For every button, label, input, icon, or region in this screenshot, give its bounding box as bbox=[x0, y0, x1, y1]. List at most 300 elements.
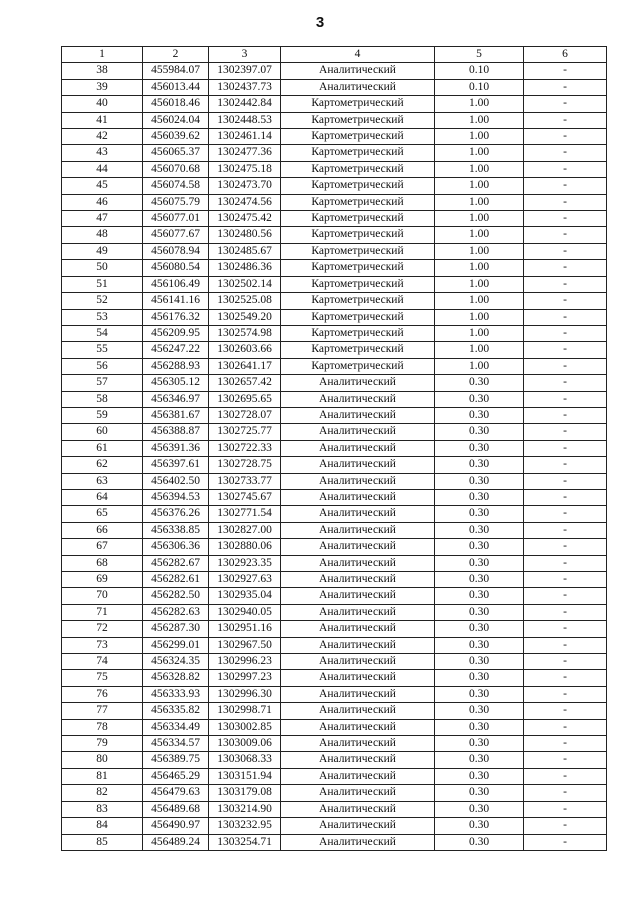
note-cell: - bbox=[524, 473, 607, 489]
method-cell: Картометрический bbox=[281, 293, 435, 309]
point-number-cell: 85 bbox=[62, 834, 143, 850]
table-row bbox=[62, 736, 607, 752]
y-coordinate-cell: 1302525.08 bbox=[209, 293, 281, 309]
note-cell: - bbox=[524, 506, 607, 522]
table-row bbox=[62, 539, 607, 555]
accuracy-cell: 1.00 bbox=[435, 96, 524, 112]
accuracy-cell: 1.00 bbox=[435, 260, 524, 276]
x-coordinate-cell: 456465.29 bbox=[143, 768, 209, 784]
x-coordinate-cell: 456282.61 bbox=[143, 572, 209, 588]
note-cell: - bbox=[524, 801, 607, 817]
y-coordinate-cell: 1302657.42 bbox=[209, 375, 281, 391]
y-coordinate-cell: 1302997.23 bbox=[209, 670, 281, 686]
y-coordinate-cell: 1302733.77 bbox=[209, 473, 281, 489]
y-coordinate-cell: 1303232.95 bbox=[209, 818, 281, 834]
method-cell: Аналитический bbox=[281, 457, 435, 473]
point-number-cell: 79 bbox=[62, 736, 143, 752]
accuracy-cell: 0.30 bbox=[435, 489, 524, 505]
note-cell: - bbox=[524, 440, 607, 456]
table-row bbox=[62, 440, 607, 456]
y-coordinate-cell: 1302475.18 bbox=[209, 161, 281, 177]
table-row bbox=[62, 194, 607, 210]
table-row bbox=[62, 834, 607, 850]
table-row bbox=[62, 785, 607, 801]
method-cell: Аналитический bbox=[281, 391, 435, 407]
point-number-cell: 48 bbox=[62, 227, 143, 243]
x-coordinate-cell: 456389.75 bbox=[143, 752, 209, 768]
column-header-2: 2 bbox=[143, 47, 209, 63]
y-coordinate-cell: 1302923.35 bbox=[209, 555, 281, 571]
x-coordinate-cell: 456282.67 bbox=[143, 555, 209, 571]
y-coordinate-cell: 1302827.00 bbox=[209, 522, 281, 538]
note-cell: - bbox=[524, 555, 607, 571]
point-number-cell: 46 bbox=[62, 194, 143, 210]
table-row bbox=[62, 752, 607, 768]
note-cell: - bbox=[524, 358, 607, 374]
point-number-cell: 58 bbox=[62, 391, 143, 407]
table-row bbox=[62, 572, 607, 588]
accuracy-cell: 0.30 bbox=[435, 440, 524, 456]
table-header bbox=[62, 47, 607, 63]
table-row bbox=[62, 489, 607, 505]
table-row bbox=[62, 637, 607, 653]
accuracy-cell: 0.30 bbox=[435, 473, 524, 489]
y-coordinate-cell: 1302998.71 bbox=[209, 703, 281, 719]
point-number-cell: 39 bbox=[62, 79, 143, 95]
column-header-5: 5 bbox=[435, 47, 524, 63]
accuracy-cell: 1.00 bbox=[435, 342, 524, 358]
x-coordinate-cell: 456346.97 bbox=[143, 391, 209, 407]
point-number-cell: 47 bbox=[62, 211, 143, 227]
accuracy-cell: 1.00 bbox=[435, 243, 524, 259]
x-coordinate-cell: 456333.93 bbox=[143, 686, 209, 702]
point-number-cell: 65 bbox=[62, 506, 143, 522]
method-cell: Картометрический bbox=[281, 211, 435, 227]
method-cell: Картометрический bbox=[281, 96, 435, 112]
x-coordinate-cell: 456490.97 bbox=[143, 818, 209, 834]
x-coordinate-cell: 456288.93 bbox=[143, 358, 209, 374]
x-coordinate-cell: 456376.26 bbox=[143, 506, 209, 522]
method-cell: Аналитический bbox=[281, 473, 435, 489]
point-number-cell: 50 bbox=[62, 260, 143, 276]
x-coordinate-cell: 456287.30 bbox=[143, 621, 209, 637]
accuracy-cell: 0.30 bbox=[435, 801, 524, 817]
point-number-cell: 80 bbox=[62, 752, 143, 768]
x-coordinate-cell: 456039.62 bbox=[143, 129, 209, 145]
point-number-cell: 51 bbox=[62, 276, 143, 292]
point-number-cell: 64 bbox=[62, 489, 143, 505]
point-number-cell: 38 bbox=[62, 63, 143, 79]
method-cell: Аналитический bbox=[281, 654, 435, 670]
y-coordinate-cell: 1302549.20 bbox=[209, 309, 281, 325]
table-row bbox=[62, 178, 607, 194]
accuracy-cell: 0.30 bbox=[435, 506, 524, 522]
method-cell: Аналитический bbox=[281, 818, 435, 834]
accuracy-cell: 0.30 bbox=[435, 621, 524, 637]
note-cell: - bbox=[524, 243, 607, 259]
table-row bbox=[62, 309, 607, 325]
coordinates-table bbox=[61, 46, 607, 851]
accuracy-cell: 0.30 bbox=[435, 686, 524, 702]
x-coordinate-cell: 456306.36 bbox=[143, 539, 209, 555]
point-number-cell: 53 bbox=[62, 309, 143, 325]
table-row bbox=[62, 145, 607, 161]
point-number-cell: 62 bbox=[62, 457, 143, 473]
x-coordinate-cell: 456282.63 bbox=[143, 604, 209, 620]
y-coordinate-cell: 1302475.42 bbox=[209, 211, 281, 227]
point-number-cell: 54 bbox=[62, 325, 143, 341]
x-coordinate-cell: 456391.36 bbox=[143, 440, 209, 456]
method-cell: Картометрический bbox=[281, 358, 435, 374]
accuracy-cell: 0.30 bbox=[435, 785, 524, 801]
table-row bbox=[62, 63, 607, 79]
table-row bbox=[62, 703, 607, 719]
y-coordinate-cell: 1302574.98 bbox=[209, 325, 281, 341]
method-cell: Аналитический bbox=[281, 801, 435, 817]
note-cell: - bbox=[524, 293, 607, 309]
y-coordinate-cell: 1302771.54 bbox=[209, 506, 281, 522]
x-coordinate-cell: 456388.87 bbox=[143, 424, 209, 440]
table-row bbox=[62, 112, 607, 128]
accuracy-cell: 0.30 bbox=[435, 670, 524, 686]
method-cell: Картометрический bbox=[281, 194, 435, 210]
x-coordinate-cell: 456070.68 bbox=[143, 161, 209, 177]
y-coordinate-cell: 1302603.66 bbox=[209, 342, 281, 358]
accuracy-cell: 0.30 bbox=[435, 588, 524, 604]
table-row bbox=[62, 243, 607, 259]
y-coordinate-cell: 1302927.63 bbox=[209, 572, 281, 588]
y-coordinate-cell: 1303002.85 bbox=[209, 719, 281, 735]
method-cell: Картометрический bbox=[281, 325, 435, 341]
method-cell: Аналитический bbox=[281, 834, 435, 850]
y-coordinate-cell: 1302996.30 bbox=[209, 686, 281, 702]
table-row bbox=[62, 719, 607, 735]
point-number-cell: 61 bbox=[62, 440, 143, 456]
table-row bbox=[62, 391, 607, 407]
table-row bbox=[62, 506, 607, 522]
point-number-cell: 71 bbox=[62, 604, 143, 620]
accuracy-cell: 1.00 bbox=[435, 145, 524, 161]
note-cell: - bbox=[524, 457, 607, 473]
method-cell: Аналитический bbox=[281, 703, 435, 719]
table-row bbox=[62, 686, 607, 702]
method-cell: Картометрический bbox=[281, 243, 435, 259]
table-row bbox=[62, 96, 607, 112]
table-row bbox=[62, 293, 607, 309]
method-cell: Аналитический bbox=[281, 407, 435, 423]
note-cell: - bbox=[524, 276, 607, 292]
y-coordinate-cell: 1303009.06 bbox=[209, 736, 281, 752]
accuracy-cell: 0.30 bbox=[435, 818, 524, 834]
x-coordinate-cell: 456209.95 bbox=[143, 325, 209, 341]
accuracy-cell: 0.30 bbox=[435, 391, 524, 407]
accuracy-cell: 1.00 bbox=[435, 161, 524, 177]
accuracy-cell: 0.30 bbox=[435, 604, 524, 620]
x-coordinate-cell: 456479.63 bbox=[143, 785, 209, 801]
y-coordinate-cell: 1302641.17 bbox=[209, 358, 281, 374]
x-coordinate-cell: 456305.12 bbox=[143, 375, 209, 391]
accuracy-cell: 0.30 bbox=[435, 375, 524, 391]
column-header-3: 3 bbox=[209, 47, 281, 63]
point-number-cell: 43 bbox=[62, 145, 143, 161]
y-coordinate-cell: 1303179.08 bbox=[209, 785, 281, 801]
table-row bbox=[62, 424, 607, 440]
accuracy-cell: 0.10 bbox=[435, 63, 524, 79]
x-coordinate-cell: 456397.61 bbox=[143, 457, 209, 473]
table-row bbox=[62, 522, 607, 538]
point-number-cell: 52 bbox=[62, 293, 143, 309]
x-coordinate-cell: 455984.07 bbox=[143, 63, 209, 79]
y-coordinate-cell: 1302728.07 bbox=[209, 407, 281, 423]
point-number-cell: 67 bbox=[62, 539, 143, 555]
y-coordinate-cell: 1302725.77 bbox=[209, 424, 281, 440]
page-number: 3 bbox=[315, 14, 325, 31]
method-cell: Аналитический bbox=[281, 522, 435, 538]
table-row bbox=[62, 670, 607, 686]
x-coordinate-cell: 456489.24 bbox=[143, 834, 209, 850]
accuracy-cell: 0.10 bbox=[435, 79, 524, 95]
x-coordinate-cell: 456489.68 bbox=[143, 801, 209, 817]
accuracy-cell: 0.30 bbox=[435, 736, 524, 752]
note-cell: - bbox=[524, 736, 607, 752]
point-number-cell: 66 bbox=[62, 522, 143, 538]
table-row bbox=[62, 79, 607, 95]
method-cell: Аналитический bbox=[281, 506, 435, 522]
y-coordinate-cell: 1302502.14 bbox=[209, 276, 281, 292]
note-cell: - bbox=[524, 621, 607, 637]
x-coordinate-cell: 456077.67 bbox=[143, 227, 209, 243]
x-coordinate-cell: 456394.53 bbox=[143, 489, 209, 505]
note-cell: - bbox=[524, 325, 607, 341]
y-coordinate-cell: 1302935.04 bbox=[209, 588, 281, 604]
point-number-cell: 75 bbox=[62, 670, 143, 686]
accuracy-cell: 0.30 bbox=[435, 572, 524, 588]
y-coordinate-cell: 1302695.65 bbox=[209, 391, 281, 407]
y-coordinate-cell: 1302442.84 bbox=[209, 96, 281, 112]
method-cell: Аналитический bbox=[281, 768, 435, 784]
note-cell: - bbox=[524, 752, 607, 768]
table-row bbox=[62, 375, 607, 391]
point-number-cell: 77 bbox=[62, 703, 143, 719]
table-row bbox=[62, 588, 607, 604]
method-cell: Картометрический bbox=[281, 260, 435, 276]
note-cell: - bbox=[524, 834, 607, 850]
table-row bbox=[62, 818, 607, 834]
y-coordinate-cell: 1302448.53 bbox=[209, 112, 281, 128]
x-coordinate-cell: 456176.32 bbox=[143, 309, 209, 325]
method-cell: Картометрический bbox=[281, 227, 435, 243]
y-coordinate-cell: 1302474.56 bbox=[209, 194, 281, 210]
accuracy-cell: 1.00 bbox=[435, 112, 524, 128]
accuracy-cell: 0.30 bbox=[435, 703, 524, 719]
note-cell: - bbox=[524, 604, 607, 620]
table-row bbox=[62, 457, 607, 473]
x-coordinate-cell: 456334.57 bbox=[143, 736, 209, 752]
column-header-4: 4 bbox=[281, 47, 435, 63]
accuracy-cell: 0.30 bbox=[435, 719, 524, 735]
note-cell: - bbox=[524, 407, 607, 423]
table-row bbox=[62, 227, 607, 243]
note-cell: - bbox=[524, 391, 607, 407]
y-coordinate-cell: 1302473.70 bbox=[209, 178, 281, 194]
note-cell: - bbox=[524, 703, 607, 719]
x-coordinate-cell: 456013.44 bbox=[143, 79, 209, 95]
method-cell: Картометрический bbox=[281, 342, 435, 358]
x-coordinate-cell: 456024.04 bbox=[143, 112, 209, 128]
table-row bbox=[62, 161, 607, 177]
y-coordinate-cell: 1303068.33 bbox=[209, 752, 281, 768]
accuracy-cell: 1.00 bbox=[435, 325, 524, 341]
accuracy-cell: 0.30 bbox=[435, 654, 524, 670]
note-cell: - bbox=[524, 785, 607, 801]
point-number-cell: 68 bbox=[62, 555, 143, 571]
x-coordinate-cell: 456075.79 bbox=[143, 194, 209, 210]
point-number-cell: 73 bbox=[62, 637, 143, 653]
point-number-cell: 55 bbox=[62, 342, 143, 358]
accuracy-cell: 1.00 bbox=[435, 276, 524, 292]
accuracy-cell: 1.00 bbox=[435, 227, 524, 243]
accuracy-cell: 0.30 bbox=[435, 424, 524, 440]
method-cell: Аналитический bbox=[281, 375, 435, 391]
y-coordinate-cell: 1302745.67 bbox=[209, 489, 281, 505]
point-number-cell: 76 bbox=[62, 686, 143, 702]
table-row bbox=[62, 342, 607, 358]
note-cell: - bbox=[524, 539, 607, 555]
method-cell: Аналитический bbox=[281, 489, 435, 505]
point-number-cell: 41 bbox=[62, 112, 143, 128]
y-coordinate-cell: 1302722.33 bbox=[209, 440, 281, 456]
table-row bbox=[62, 801, 607, 817]
point-number-cell: 49 bbox=[62, 243, 143, 259]
note-cell: - bbox=[524, 63, 607, 79]
accuracy-cell: 1.00 bbox=[435, 194, 524, 210]
column-header-6: 6 bbox=[524, 47, 607, 63]
note-cell: - bbox=[524, 588, 607, 604]
method-cell: Аналитический bbox=[281, 424, 435, 440]
point-number-cell: 60 bbox=[62, 424, 143, 440]
note-cell: - bbox=[524, 112, 607, 128]
y-coordinate-cell: 1302940.05 bbox=[209, 604, 281, 620]
y-coordinate-cell: 1303214.90 bbox=[209, 801, 281, 817]
table-row bbox=[62, 260, 607, 276]
accuracy-cell: 0.30 bbox=[435, 522, 524, 538]
header-row bbox=[62, 47, 607, 63]
x-coordinate-cell: 456328.82 bbox=[143, 670, 209, 686]
x-coordinate-cell: 456338.85 bbox=[143, 522, 209, 538]
method-cell: Картометрический bbox=[281, 129, 435, 145]
point-number-cell: 40 bbox=[62, 96, 143, 112]
method-cell: Аналитический bbox=[281, 79, 435, 95]
method-cell: Аналитический bbox=[281, 555, 435, 571]
note-cell: - bbox=[524, 96, 607, 112]
x-coordinate-cell: 456335.82 bbox=[143, 703, 209, 719]
table-row bbox=[62, 211, 607, 227]
point-number-cell: 72 bbox=[62, 621, 143, 637]
method-cell: Аналитический bbox=[281, 736, 435, 752]
point-number-cell: 83 bbox=[62, 801, 143, 817]
y-coordinate-cell: 1302996.23 bbox=[209, 654, 281, 670]
accuracy-cell: 0.30 bbox=[435, 539, 524, 555]
method-cell: Аналитический bbox=[281, 719, 435, 735]
accuracy-cell: 1.00 bbox=[435, 129, 524, 145]
note-cell: - bbox=[524, 260, 607, 276]
x-coordinate-cell: 456078.94 bbox=[143, 243, 209, 259]
x-coordinate-cell: 456247.22 bbox=[143, 342, 209, 358]
note-cell: - bbox=[524, 818, 607, 834]
accuracy-cell: 1.00 bbox=[435, 309, 524, 325]
table-row bbox=[62, 654, 607, 670]
method-cell: Аналитический bbox=[281, 621, 435, 637]
method-cell: Картометрический bbox=[281, 276, 435, 292]
method-cell: Картометрический bbox=[281, 178, 435, 194]
x-coordinate-cell: 456077.01 bbox=[143, 211, 209, 227]
method-cell: Аналитический bbox=[281, 670, 435, 686]
method-cell: Аналитический bbox=[281, 785, 435, 801]
method-cell: Аналитический bbox=[281, 63, 435, 79]
table-row bbox=[62, 473, 607, 489]
point-number-cell: 84 bbox=[62, 818, 143, 834]
note-cell: - bbox=[524, 637, 607, 653]
point-number-cell: 59 bbox=[62, 407, 143, 423]
note-cell: - bbox=[524, 522, 607, 538]
y-coordinate-cell: 1302485.67 bbox=[209, 243, 281, 259]
method-cell: Аналитический bbox=[281, 572, 435, 588]
note-cell: - bbox=[524, 572, 607, 588]
point-number-cell: 57 bbox=[62, 375, 143, 391]
note-cell: - bbox=[524, 768, 607, 784]
column-header-1: 1 bbox=[62, 47, 143, 63]
accuracy-cell: 0.30 bbox=[435, 752, 524, 768]
method-cell: Аналитический bbox=[281, 604, 435, 620]
point-number-cell: 63 bbox=[62, 473, 143, 489]
x-coordinate-cell: 456141.16 bbox=[143, 293, 209, 309]
y-coordinate-cell: 1302477.36 bbox=[209, 145, 281, 161]
point-number-cell: 81 bbox=[62, 768, 143, 784]
point-number-cell: 82 bbox=[62, 785, 143, 801]
point-number-cell: 74 bbox=[62, 654, 143, 670]
method-cell: Аналитический bbox=[281, 752, 435, 768]
note-cell: - bbox=[524, 129, 607, 145]
note-cell: - bbox=[524, 686, 607, 702]
y-coordinate-cell: 1302480.56 bbox=[209, 227, 281, 243]
method-cell: Аналитический bbox=[281, 637, 435, 653]
note-cell: - bbox=[524, 79, 607, 95]
table-row bbox=[62, 325, 607, 341]
method-cell: Картометрический bbox=[281, 145, 435, 161]
x-coordinate-cell: 456074.58 bbox=[143, 178, 209, 194]
method-cell: Аналитический bbox=[281, 440, 435, 456]
table-row bbox=[62, 276, 607, 292]
note-cell: - bbox=[524, 178, 607, 194]
x-coordinate-cell: 456282.50 bbox=[143, 588, 209, 604]
table-row bbox=[62, 358, 607, 374]
note-cell: - bbox=[524, 161, 607, 177]
accuracy-cell: 0.30 bbox=[435, 457, 524, 473]
table-body bbox=[62, 63, 607, 851]
accuracy-cell: 1.00 bbox=[435, 358, 524, 374]
point-number-cell: 56 bbox=[62, 358, 143, 374]
accuracy-cell: 1.00 bbox=[435, 211, 524, 227]
method-cell: Аналитический bbox=[281, 539, 435, 555]
method-cell: Картометрический bbox=[281, 161, 435, 177]
note-cell: - bbox=[524, 194, 607, 210]
x-coordinate-cell: 456065.37 bbox=[143, 145, 209, 161]
x-coordinate-cell: 456334.49 bbox=[143, 719, 209, 735]
point-number-cell: 69 bbox=[62, 572, 143, 588]
table-row bbox=[62, 604, 607, 620]
y-coordinate-cell: 1302397.07 bbox=[209, 63, 281, 79]
x-coordinate-cell: 456324.35 bbox=[143, 654, 209, 670]
